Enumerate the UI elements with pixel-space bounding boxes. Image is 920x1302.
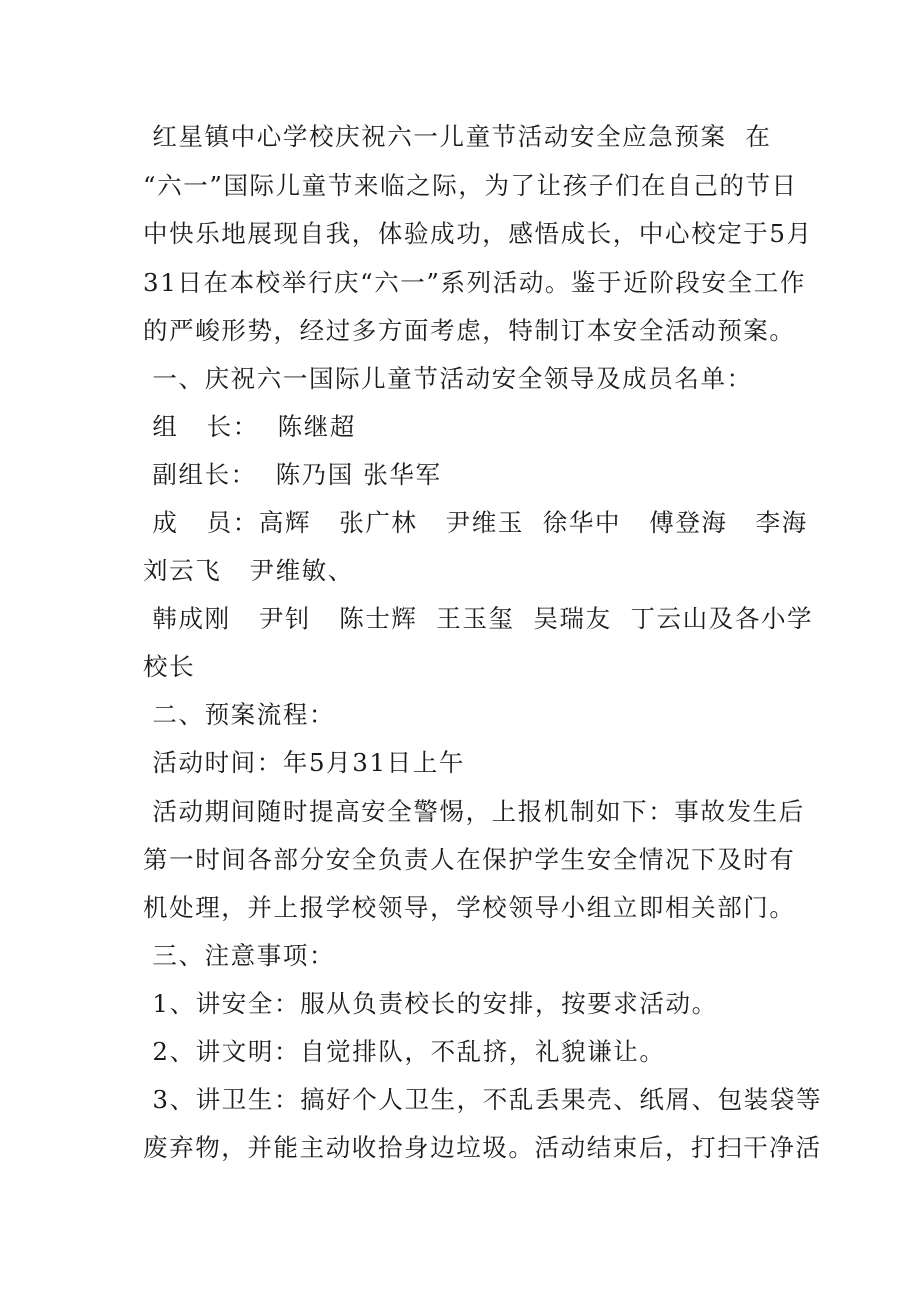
- text-line: 2、讲文明：自觉排队，不乱挤，礼貌谦让。: [143, 1037, 666, 1066]
- text-line: 副组长： 陈乃国 张华军: [143, 460, 442, 489]
- text-line: 成 员：高辉 张广林 尹维玉 徐华中 傅登海 李海: [143, 508, 808, 537]
- text-line: 校长: [143, 652, 196, 681]
- text-line: 韩成刚 尹钊 陈士辉 王玉玺 吴瑞友 丁云山及各小学: [143, 604, 814, 633]
- text-line: 1、讲安全：服从负责校长的安排，按要求活动。: [143, 989, 718, 1018]
- text-line: 三、注意事项：: [143, 941, 336, 970]
- text-line: 废弃物，并能主动收拾身边垃圾。活动结束后，打扫干净活: [143, 1133, 822, 1162]
- text-line: “六一”国际儿童节来临之际，为了让孩子们在自己的节日: [143, 171, 798, 200]
- text-line: 刘云飞 尹维敏、: [143, 556, 354, 585]
- text-line: 3、讲卫生：搞好个人卫生，不乱丢果壳、纸屑、包装袋等: [143, 1085, 823, 1114]
- text-line: 的严峻形势，经过多方面考虑，特制订本安全活动预案。: [143, 316, 796, 345]
- text-line: 中快乐地展现自我，体验成功，感悟成长，中心校定于5月: [143, 219, 813, 248]
- text-line: 第一时间各部分安全负责人在保护学生安全情况下及时有: [143, 845, 796, 874]
- text-line: 红星镇中心学校庆祝六一儿童节活动安全应急预案 在: [143, 122, 772, 151]
- text-line: 活动期间随时提高安全警惕，上报机制如下：事故发生后: [143, 797, 805, 826]
- text-line: 机处理，并上报学校领导，学校领导小组立即相关部门。: [143, 893, 796, 922]
- text-line: 组 长： 陈继超: [143, 412, 356, 441]
- text-line: 二、预案流程：: [143, 700, 336, 729]
- text-line: 一、庆祝六一国际儿童节活动安全领导及成员名单：: [143, 364, 753, 393]
- text-line: 31日在本校举行庆“六一”系列活动。鉴于近阶段安全工作: [143, 268, 806, 297]
- text-line: 活动时间：年5月31日上午: [143, 748, 465, 777]
